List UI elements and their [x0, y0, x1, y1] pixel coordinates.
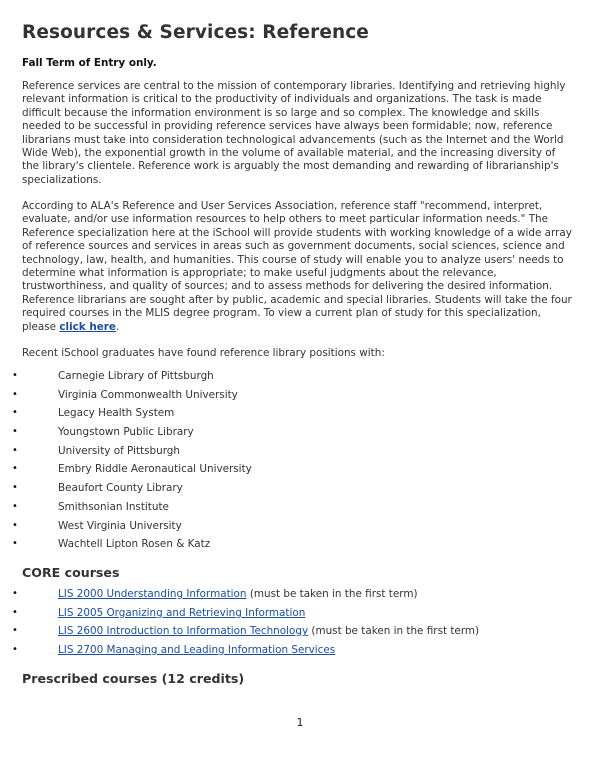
core-courses-heading: CORE courses: [22, 565, 120, 580]
employer-name: Beaufort County Library: [58, 482, 183, 495]
bullet-icon: •: [12, 606, 18, 618]
bullet-icon: •: [12, 407, 18, 419]
page-title: Resources & Services: Reference: [22, 22, 369, 43]
employer-name: Carnegie Library of Pittsburgh: [58, 370, 214, 382]
bullet-icon: •: [12, 644, 18, 656]
bullet-icon: •: [12, 588, 18, 599]
bullet-icon: •: [12, 500, 18, 512]
ala-paragraph: [22, 200, 574, 334]
employer-name: West Virginia University: [58, 519, 182, 532]
bullet-icon: •: [12, 519, 18, 531]
course-note: (must be taken in the first term): [246, 588, 418, 600]
core-course-entry: [58, 585, 418, 604]
course-link-lis-2600[interactable]: LIS 2600 Introduction to Information Technology: [58, 625, 309, 638]
intro-paragraph: Reference services are central to the mission of contemporary libraries. Identifying and retrieving highly relevant information is critical to the productivity of individuals and organizations. The task is made difficult because the information environment is so large and so complex. The knowledge and skills needed to be successful in providing reference services have always been formidable; now, reference librarians must take into consideration technological advancements (such as the Internet and the World Wide Web), the exponential growth in the volume of available material, and the increasing diversity of the library's clientele. Reference work is arguably the most demanding and rewarding of librarianship's specializations.: [22, 80, 566, 186]
course-link-lis-2005[interactable]: LIS 2005 Organizing and Retrieving Information: [58, 606, 306, 619]
graduates-paragraph: Recent iSchool graduates have found reference library positions with:: [22, 347, 385, 359]
employer-name: Virginia Commonwealth University: [58, 388, 238, 401]
bullet-icon: •: [12, 463, 18, 475]
bullet-icon: •: [12, 625, 18, 637]
entry-note: Fall Term of Entry only.: [22, 57, 157, 69]
core-course-entry: [58, 604, 305, 623]
course-link-lis-2000[interactable]: LIS 2000 Understanding Information: [58, 588, 247, 600]
bullet-icon: •: [12, 388, 18, 400]
bullet-icon: •: [12, 444, 18, 456]
core-course-entry: [58, 641, 335, 660]
core-course-entry: [58, 622, 479, 641]
course-link-lis-2700[interactable]: LIS 2700 Managing and Leading Information Services: [58, 644, 336, 657]
course-note: (must be taken in the first term): [308, 625, 480, 638]
bullet-icon: •: [12, 538, 18, 550]
employer-name: Smithsonian Institute: [58, 500, 169, 513]
employer-name: Embry Riddle Aeronautical University: [58, 463, 252, 476]
bullet-icon: •: [12, 482, 18, 494]
page-number: 1: [296, 716, 304, 729]
plan-of-study-link[interactable]: click here: [59, 320, 116, 333]
bullet-icon: •: [12, 370, 18, 381]
employer-name: University of Pittsburgh: [58, 444, 180, 457]
employer-name: Legacy Health System: [58, 407, 175, 420]
ala-paragraph-text: According to ALA's Reference and User Services Association, reference staff "recommend, interpret, evaluate, and/or use information resources to help others to meet particular information needs." The Reference specialization here at the iSchool will provide students with working knowledge of a wide array of reference sources and services in areas such as government documents, social sciences, science and technology, law, health, and humanities. This course of study will enable you to analyze users' needs to determine what information is appropriate; to make useful judgments about the relevance, trustworthiness, and quality of sources; and to assess methods for delivering the desired information. Reference librarians are sought after by public, academic and special libraries. Students will take the four required courses in the MLIS degree program. To view a current plan of study for this specialization, please: [22, 200, 572, 333]
employer-name: Youngstown Public Library: [58, 426, 194, 439]
employer-name: Wachtell Lipton Rosen & Katz: [58, 538, 211, 551]
bullet-icon: •: [12, 426, 18, 438]
ala-paragraph-end: .: [115, 320, 120, 333]
prescribed-courses-heading: Prescribed courses (12 credits): [22, 671, 245, 686]
